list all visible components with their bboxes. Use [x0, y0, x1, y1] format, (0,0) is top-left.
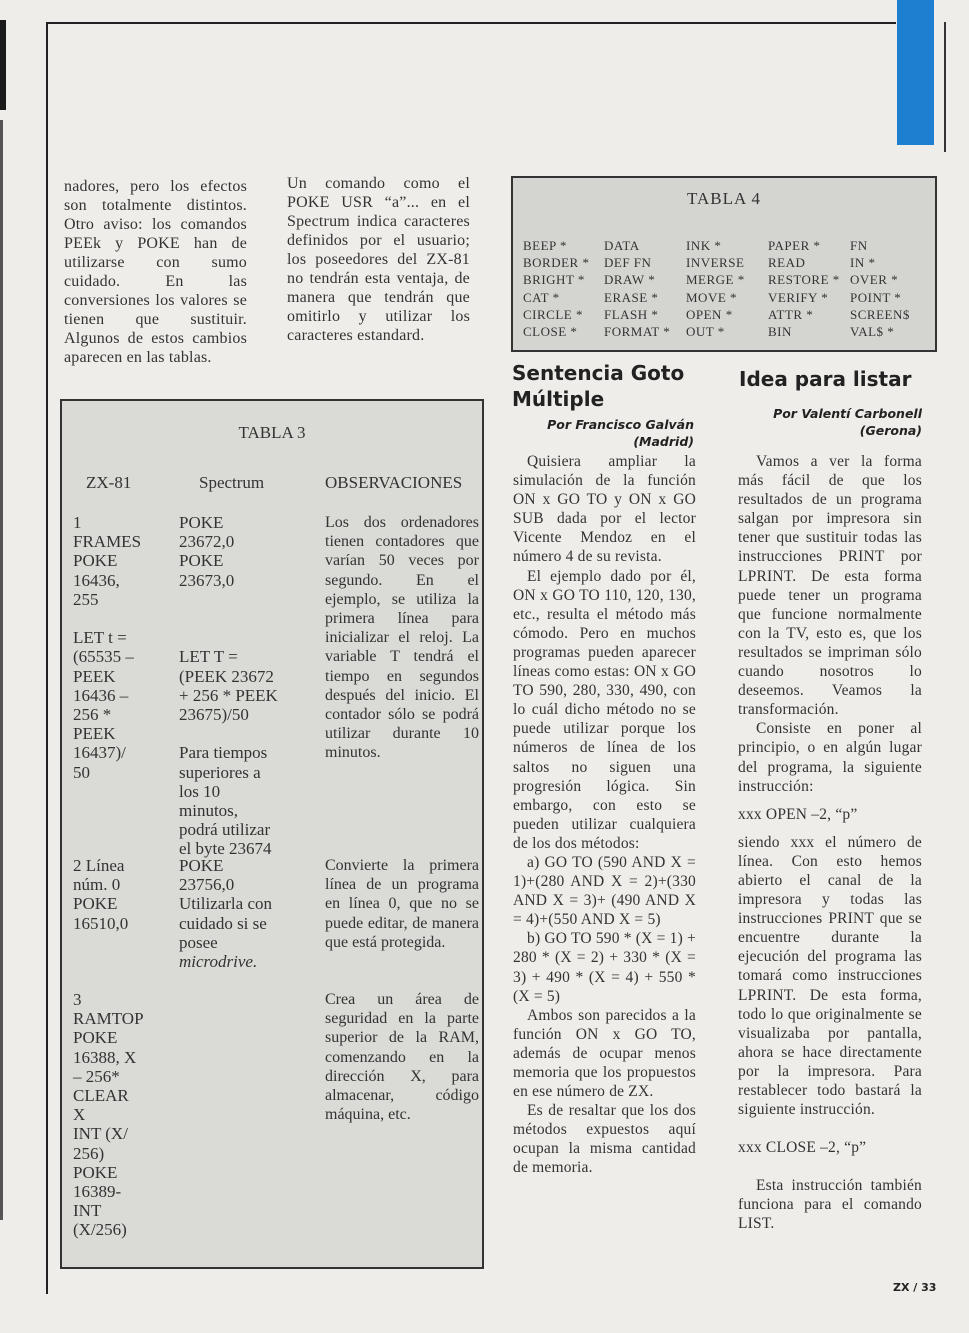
table-4: [511, 176, 937, 352]
table-3-header-observaciones: OBSERVACIONES: [325, 473, 463, 492]
article-goto-paragraph: b) GO TO 590 * (X = 1) + 280 * (X = 2) + 330 * (X = 3) + 490 * (X = 4) + 550 * (X = 5): [513, 930, 696, 1005]
table-4-cell: OVER *: [850, 272, 899, 288]
table-4-cell: VAL$ *: [850, 324, 895, 340]
table-4-cell: DRAW *: [604, 272, 656, 288]
table-3-row-2-spectrum: [179, 856, 319, 971]
table-4-cell: READ: [768, 255, 806, 271]
article-listar-title: Idea para listar: [739, 367, 912, 391]
article-listar-body: [738, 452, 922, 1234]
intro-left-column: [64, 177, 247, 367]
table-4-cell: OPEN *: [686, 306, 733, 322]
table-4-cell: BORDER *: [523, 255, 590, 271]
table-4-cell: CIRCLE *: [523, 306, 583, 322]
article-goto-paragraph: Quisiera ampliar la simulación de la función ON x GO TO y ON x GO SUB dada por el lector Vicente Mendoz en el número 4 de su revista.: [513, 453, 696, 566]
table-4-cell: BRIGHT *: [523, 272, 585, 288]
page-edge: [0, 20, 6, 110]
page-number: ZX / 33: [893, 1281, 937, 1294]
table-3-row-1-zx81: 1 FRAMES POKE 16436, 255 LET t = (65535 – PEEK 16436 – 256 * PEEK 16437)/ 50: [73, 513, 142, 782]
table-3: [60, 399, 484, 1269]
article-listar-location: (Gerona): [859, 423, 922, 438]
article-listar-paragraph: siendo xxx el número de línea. Con esto hemos abierto el canal de la impresora y todas las instrucciones PRINT que se encuentre durante la ejecución del programa las tomará como instrucciones LPRINT. De esta forma, todo lo que originalmente se visualizaba por pantalla, ahora se hace directamente por la impresora. Para restablecer todo bastará la siguiente instrucción.: [738, 833, 922, 1119]
section-color-tab: [897, 0, 934, 145]
table-4-cell: CLOSE *: [523, 324, 578, 340]
table-4-cell: IN *: [850, 255, 876, 271]
table-3-row-1-observaciones: Los dos ordenadores tienen contadores que varían 50 veces por segundo. En el ejemplo, se utiliza la primera línea para inicializar el reloj. La variable T tendrá el tiempo en segundos después del inicio. El contador sólo se podrá utilizar durante 10 minutos.: [325, 514, 479, 762]
article-goto-author: Por Francisco Galván: [547, 417, 694, 432]
article-goto-paragraph: Ambos son parecidos a la función ON x GO TO, además de ocupar menos memoria que los propuestos en ese número de ZX.: [513, 1006, 696, 1101]
table-4-cell: FORMAT *: [604, 324, 671, 340]
frame-rule-right: [944, 22, 946, 152]
table-4-cell: INK *: [686, 238, 722, 253]
frame-rule-top: [46, 22, 896, 24]
table-4-cell: INVERSE: [686, 255, 745, 271]
table-3-row-2-zx81: 2 Línea núm. 0 POKE 16510,0: [73, 856, 129, 933]
table-4-cell: ATTR *: [768, 306, 814, 322]
table-4-cell: MOVE *: [686, 289, 738, 305]
article-goto-paragraph: Es de resaltar que los dos métodos expuestos aquí ocupan la misma cantidad de memoria.: [513, 1102, 696, 1177]
article-listar-paragraph: Consiste en poner al principio, o en algún lugar del programa, la siguiente instrucción:: [738, 720, 922, 795]
frame-rule-left: [46, 22, 48, 1294]
table-4-cell: PAPER *: [768, 238, 821, 253]
table-3-row-2-spectrum-text: POKE 23756,0 Utilizarla con cuidado si se posee: [179, 856, 272, 952]
article-listar-byline: [738, 405, 922, 439]
table-4-cell: MERGE *: [686, 272, 745, 288]
table-4-title: TABLA 4: [686, 189, 762, 208]
table-4-column-5: [850, 237, 910, 340]
article-goto-title: Sentencia Goto Múltiple: [512, 361, 685, 411]
table-4-column-2: [604, 237, 670, 340]
table-4-column-1: [523, 237, 589, 340]
table-4-cell: DATA: [604, 238, 640, 253]
intro-mid-text: Un comando como el POKE USR “a”... en el Spectrum indica caracteres definidos por el usuario; los poseedores del ZX-81 no tendrán esta ventaja, de manera que tendrán que omitirlo y utilizar los caracteres estandard.: [287, 175, 470, 344]
table-4-cell: RESTORE *: [768, 272, 840, 288]
table-4-column-4: [768, 237, 840, 340]
article-listar-author: Por Valentí Carbonell: [773, 406, 922, 421]
table-4-cell: VERIFY *: [768, 289, 829, 305]
article-goto-byline: [512, 416, 694, 450]
table-3-header-spectrum: Spectrum: [199, 473, 265, 492]
article-goto-body: [513, 452, 696, 1178]
article-listar-paragraph: Esta instrucción también funciona para el comando LIST.: [738, 1177, 922, 1233]
table-3-row-3-observaciones: Crea un área de seguridad en la parte superior de la RAM, comenzando en la dirección X, para almacenar, código máquina, etc.: [325, 991, 479, 1124]
table-4-cell: FLASH *: [604, 306, 659, 322]
table-4-cell: DEF FN: [604, 255, 652, 271]
table-3-row-2-observaciones: Convierte la primera línea de un programa en línea 0, que no se puede editar, de manera que está protegida.: [325, 857, 479, 951]
table-4-cell: BEEP *: [523, 238, 568, 253]
table-4-cell: BIN: [768, 324, 792, 340]
article-goto-paragraph: a) GO TO (590 AND X = 1)+(280 AND X = 2)+(330 AND X = 3)+ (490 AND X = 4)+(550 AND X = 5): [513, 853, 696, 929]
article-goto-paragraph: El ejemplo dado por él, ON x GO TO 110, 120, 130, etc., resulta el método más cómodo. Pero en muchos programas pueden aparecer líneas como estas: ON x GO TO 590, 280, 330, 490, con lo cuál dicho método no se puede utilizar porque los números de línea de los saltos no siguen una progresión lógica. Sin embargo, con esto se pueden utilizar cualquiera de los dos métodos:: [513, 567, 696, 852]
table-4-cell: OUT *: [686, 324, 725, 340]
table-4-cell: SCREEN$: [850, 306, 910, 322]
article-goto-location: (Madrid): [633, 434, 694, 449]
table-3-title: TABLA 3: [238, 423, 306, 442]
table-3-row-2-spectrum-italic: microdrive.: [179, 952, 258, 972]
table-3-row-3-zx81: 3 RAMTOP POKE 16388, X – 256* CLEAR X INT (X/ 256) POKE 16389- INT (X/256): [73, 990, 144, 1240]
article-listar-code-close: xxx CLOSE –2, “p”: [738, 1139, 867, 1157]
intro-left-text: nadores, pero los efectos son totalmente distintos. Otro aviso: los comandos PEEk y POKE han de utilizarse con sumo cuidado. En las conversiones los valores se tienen que sustituir. Algunos de estos cambios aparecen en las tablas.: [64, 178, 247, 366]
page-edge-shadow: [0, 120, 3, 1220]
table-3-row-1-spectrum: POKE 23672,0 POKE 23673,0 LET T = (PEEK 23672 + 256 * PEEK 23675)/50 Para tiempos superiores a los 10 minutos, podrá utilizar el byte 23674: [179, 513, 278, 859]
table-3-header-zx81: ZX-81: [86, 473, 132, 492]
table-4-column-3: [686, 237, 745, 340]
table-4-cell: FN: [850, 238, 868, 253]
article-listar-paragraph: Vamos a ver la forma más fácil de que los resultados de un programa salgan por impresora sin tener que sustituir todas las instrucciones PRINT por LPRINT. De esta forma puede tener un programa que funcione normalmente con la TV, esto es, que los resultados se impriman sólo cuando nosotros lo deseemos. Veamos la transformación.: [738, 453, 922, 719]
table-4-cell: POINT *: [850, 289, 902, 305]
table-4-cell: CAT *: [523, 289, 560, 305]
table-4-cell: ERASE *: [604, 289, 659, 305]
intro-mid-column: [287, 174, 470, 345]
article-listar-code-open: xxx OPEN –2, “p”: [738, 805, 858, 823]
